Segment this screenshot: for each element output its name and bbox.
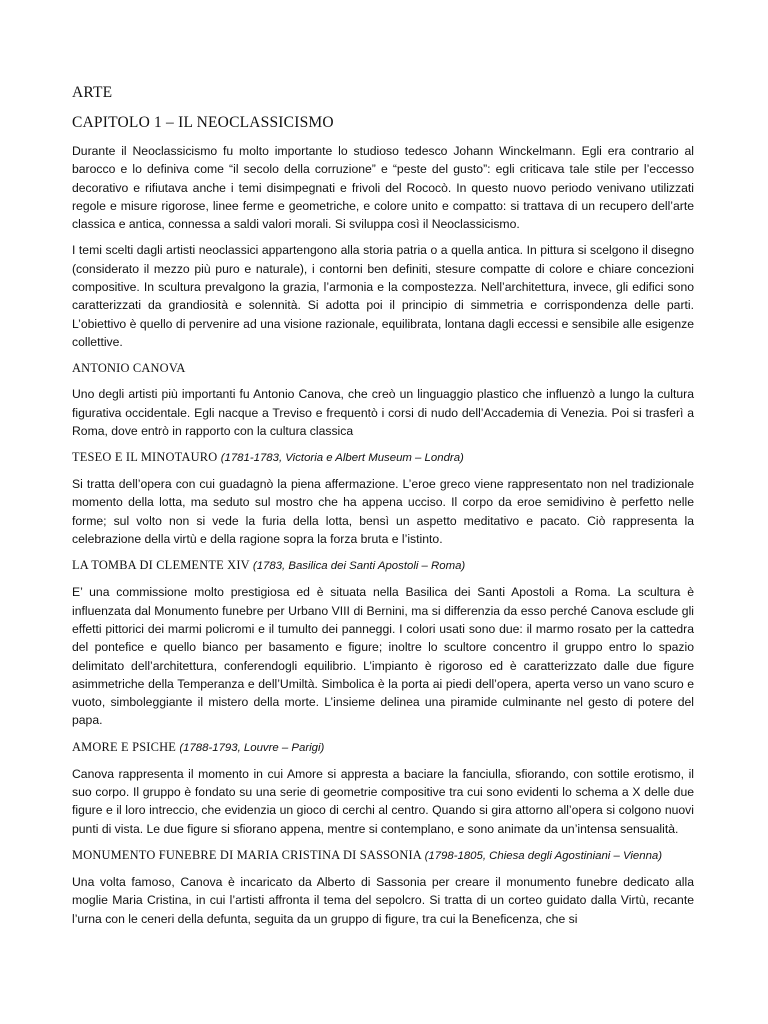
section-note: (1788-1793, Louvre – Parigi) [179, 741, 325, 754]
section-title-monumento [72, 846, 694, 865]
section-title-tomba [72, 556, 694, 575]
section-title-amore [72, 738, 694, 757]
paragraph-tomba: E’ una commissione molto prestigiosa ed è situata nella Basilica dei Santi Apostoli a Roma. La scultura è influenzata dal Monumento funebre per Urbano VIII di Bernini, ma si differenzia da esso perché Canova esclude gli effetti pittorici dei marmi policromi e il tumulto dei panneggi. I colori usati sono due: il marmo rosato per la cattedra del pontefice e quello bianco per basamento e figure; inoltre lo scultore concentro il gruppo entro lo spazio delimitato dell’architettura, conferendogli equilibrio. L’impianto è rigoroso ed è caratterizzato dalle due figure asimmetriche della Temperanza e dell’Umiltà. Simbolica è la porta ai piedi dell’opera, aperta verso un vano scuro e vuoto, simboleggiante il mistero della morte. L’insieme delinea una piramide culminante nel gesto di potere del papa. [72, 585, 694, 728]
document-heading: ARTE [72, 84, 113, 101]
chapter-title: CAPITOLO 1 – IL NEOCLASSICISMO [72, 114, 334, 131]
paragraph-amore: Canova rappresenta il momento in cui Amore si appresta a baciare la fanciulla, sfiorando, con sottile erotismo, il suo corpo. Il gruppo è fondato su una serie di geometrie compositive tra cui sono evidenti lo schema a X delle due figure e il loro intreccio, che evidenzia un gioco di cerchi al centro. Quando si gira attorno all’opera si colgono nuovi punti di vista. Le due figure si sfiorano appena, mentre si contemplano, e sono animate da un’intensa sensualità. [72, 766, 694, 836]
paragraph-monumento: Una volta famoso, Canova è incaricato da Alberto di Sassonia per creare il monumento funebre dedicato alla moglie Maria Cristina, in cui l’artisti affronta il tema del sepolcro. Si tratta di un corteo guidato dalla Virtù, recante l’urna con le ceneri della defunta, seguita da un gruppo di figure, tra cui la Beneficenza, che si [72, 874, 694, 926]
document-page [72, 84, 694, 936]
section-title-text: LA TOMBA DI CLEMENTE XIV [72, 558, 250, 573]
section-note: (1783, Basilica dei Santi Apostoli – Roma) [252, 560, 466, 573]
section-title-text: ANTONIO CANOVA [72, 361, 186, 376]
section-title-canova [72, 359, 694, 377]
section-title-text: AMORE E PSICHE [72, 739, 177, 754]
section-title-text: MONUMENTO FUNEBRE DI MARIA CRISTINA DI SASSONIA [72, 847, 422, 862]
paragraph-teseo: Si tratta dell’opera con cui guadagnò la piena affermazione. L’eroe greco viene rappresentato non nel tradizionale momento della lotta, ma seduto sul mostro che ha appena ucciso. Il corpo da eroe semidivino è perfetto nelle forme; sul volto non si vede la furia della lotta, bensì un aspetto meditativo e pacato. Ciò rappresenta la celebrazione della virtù e della ragione sopra la forza bruta e l’istinto. [72, 477, 694, 547]
section-note: (1798-1805, Chiesa degli Agostiniani – Vienna) [424, 849, 663, 862]
paragraph-canova: Uno degli artisti più importanti fu Antonio Canova, che creò un linguaggio plastico che influenzò a lungo la cultura figurativa occidentale. Egli nacque a Treviso e frequentò i corsi di nudo dell’Accademia di Venezia. Poi si trasferì a Roma, dove entrò in rapporto con la cultura classica [72, 387, 694, 438]
section-note: (1781-1783, Victoria e Albert Museum – Londra) [220, 452, 464, 465]
paragraph-intro-2: I temi scelti dagli artisti neoclassici appartengono alla storia patria o a quella antica. In pittura si scelgono il disegno (considerato il mezzo più puro e naturale), i contorni ben definiti, stesure compatte di colore e chiare concezioni compositive. In scultura prevalgono la grazia, l’armonia e la compostezza. Nell’architettura, invece, gli edifici sono caratterizzati da grandiosità e solennità. Si adotta poi il principio di simmetria e corrispondenza delle parti. L’obiettivo è quello di pervenire ad una visione razionale, equilibrata, lontana dagli eccessi e sensibile alle esigenze collettive. [72, 243, 694, 349]
section-title-text: TESEO E IL MINOTAURO [72, 450, 218, 465]
paragraph-intro-1: Durante il Neoclassicismo fu molto importante lo studioso tedesco Johann Winckelmann. Egli era contrario al barocco e lo definiva come “il secolo della corruzione” e “peste del gusto”: egli criticava tale stile per l’eccesso decorativo e rifiutava anche i temi disimpegnati e frivoli del Rococò. In questo nuovo periodo venivano utilizzati regole e misure rigorose, linee ferme e geometriche, e colore unito e compatto: si trattava di un recupero dell’arte classica e antica, connessa a saldi valori morali. Si sviluppa così il Neoclassicismo. [72, 144, 694, 232]
section-title-teseo [72, 448, 694, 467]
